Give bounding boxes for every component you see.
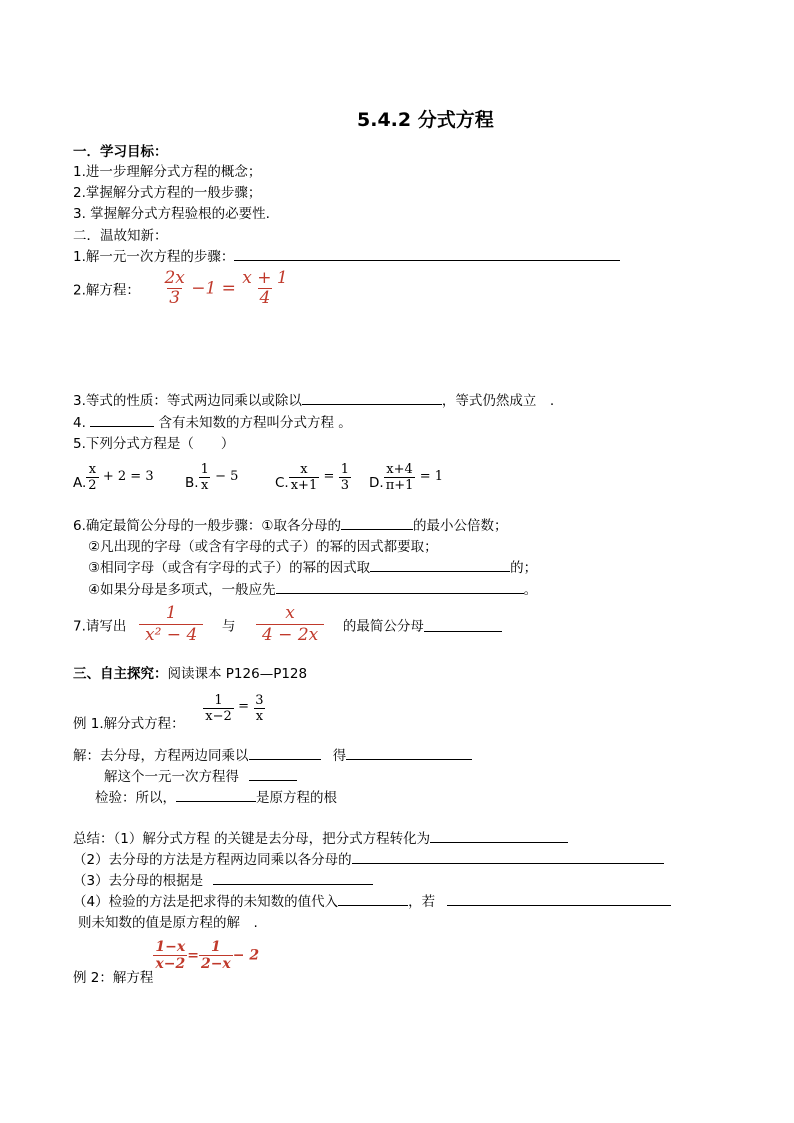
answer-blank[interactable] — [338, 891, 408, 906]
option-b-label: B. — [185, 475, 199, 491]
question-6-step-3 — [88, 556, 537, 576]
question-6-step-2: ②凡出现的字母（或含有字母的式子）的幂的因式都要取； — [88, 539, 438, 555]
answer-blank[interactable] — [234, 246, 620, 261]
question-3 — [73, 389, 554, 409]
example-2 — [73, 939, 260, 986]
equation-fraction: $\frac{x + 1}{4}$ — [242, 268, 288, 308]
summary-3 — [73, 869, 373, 889]
solution-line-1 — [73, 744, 472, 764]
question-2-label: 2.解方程： — [73, 282, 140, 299]
question-6-text: 6.确定最简公分母的一般步骤：①取各分母的 — [73, 518, 341, 534]
question-6-step-3-end: 的； — [510, 560, 538, 576]
summary-text: （2）去分母的方法是方程两边同乘以各分母的 — [73, 852, 352, 868]
objective-item: 1.进一步理解分式方程的概念； — [73, 164, 262, 180]
page-title: 5.4.2 分式方程 — [357, 109, 494, 131]
option-expression: − 5 — [215, 469, 239, 484]
question-1 — [73, 245, 620, 265]
question-6 — [73, 514, 507, 534]
summary-2 — [73, 848, 664, 868]
answer-blank[interactable] — [430, 828, 568, 843]
answer-blank[interactable] — [302, 390, 442, 405]
answer-blank[interactable] — [341, 515, 413, 530]
question-4 — [73, 411, 352, 431]
equation-fraction: $\frac{3}{x}$ — [255, 693, 264, 724]
answer-blank[interactable] — [276, 579, 524, 594]
option-expression: = — [323, 469, 335, 484]
answer-blank[interactable] — [249, 766, 297, 781]
section-heading-explore-title: 三、自主探究： — [73, 666, 168, 682]
example-1-label: 例 1.解分式方程： — [73, 716, 185, 732]
solution-text: 得 — [332, 748, 347, 764]
objective-item: 3. 掌握解分式方程验根的必要性. — [73, 206, 270, 222]
answer-blank[interactable] — [249, 745, 321, 760]
question-7 — [73, 605, 502, 644]
answer-blank[interactable] — [352, 849, 664, 864]
option-d — [369, 463, 443, 492]
answer-blank[interactable] — [447, 891, 671, 906]
example-2-label: 例 2：解方程 — [73, 969, 154, 986]
answer-blank[interactable] — [176, 787, 256, 802]
fraction-2: $\frac{x}{4 - 2x}$ — [256, 605, 324, 644]
question-5: 5.下列分式方程是（ ） — [73, 436, 235, 452]
summary-text: ，若 — [408, 894, 436, 910]
answer-blank[interactable] — [370, 557, 510, 572]
objective-item: 2.掌握解分式方程的一般步骤； — [73, 185, 262, 201]
answer-blank[interactable] — [424, 617, 502, 632]
fraction-1: $\frac{1}{\text{x² − 4}}$ — [139, 605, 203, 644]
solution-text: 是原方程的根 — [256, 790, 337, 806]
question-6-step-4-text: ④如果分母是多项式，一般应先 — [88, 582, 276, 598]
summary-4 — [73, 890, 671, 910]
answer-blank[interactable] — [346, 745, 472, 760]
question-2 — [73, 270, 290, 307]
question-6-step-3-text: ③相同字母（或含有字母的式子）的幂的因式取 — [88, 560, 371, 576]
equation-operator: = — [238, 699, 249, 714]
solution-text: 检验：所以， — [95, 790, 176, 806]
example-1 — [73, 693, 266, 732]
option-d-label: D. — [369, 475, 384, 491]
equation-fraction: $\frac{2x}{3}$ — [164, 268, 185, 308]
section-heading-review: 二．温故知新： — [73, 228, 168, 244]
question-3-text-end: ，等式仍然成立 . — [441, 393, 555, 409]
summary-1 — [73, 827, 568, 847]
solution-text: 解这个一元一次方程得 — [104, 769, 239, 785]
solution-line-2 — [104, 765, 297, 785]
question-7-text: 7.请写出 — [73, 618, 127, 635]
summary-text: （4）检验的方法是把求得的未知数的值代入 — [73, 894, 339, 910]
question-6-step-4-end: 。 — [523, 582, 538, 598]
summary-4-cont: 则未知数的值是原方程的解 . — [78, 915, 258, 931]
solution-text: 解：去分母，方程两边同乘以 — [73, 748, 249, 764]
option-fraction: $\frac{1}{x}$ — [200, 462, 209, 493]
equation-fraction: $\frac{1}{x-2}$ — [205, 693, 232, 724]
equation-fraction: $\frac{1}{2-x}$ — [200, 939, 231, 972]
answer-blank[interactable] — [90, 412, 154, 427]
question-1-text: 1.解一元一次方程的步骤： — [73, 249, 235, 265]
question-7-connector: 与 — [221, 618, 236, 635]
option-a — [73, 463, 154, 492]
option-b — [185, 463, 238, 492]
option-expression: + 2 = 3 — [102, 469, 154, 484]
solution-line-3 — [95, 786, 337, 806]
summary-text: （3）去分母的根据是 — [73, 873, 204, 889]
summary-text: 总结：（1）解分式方程 的关键是去分母，把分式方程转化为 — [73, 831, 431, 847]
option-fraction: $\frac{x+4}{\pi+1}$ — [385, 462, 414, 493]
option-fraction: $\frac{x}{x+1}$ — [290, 462, 318, 493]
option-c-label: C. — [275, 475, 289, 491]
section-heading-objectives: 一．学习目标： — [73, 144, 168, 160]
answer-blank[interactable] — [213, 870, 373, 885]
option-fraction: $\frac{1}{3}$ — [340, 462, 349, 493]
question-3-text: 3.等式的性质：等式两边同乘以或除以 — [73, 393, 302, 409]
question-6-text-end: 的最小公倍数； — [412, 518, 508, 534]
option-a-label: A. — [73, 475, 87, 491]
question-6-step-4 — [88, 578, 537, 598]
equation-operator: − 2 — [232, 947, 260, 964]
equation-fraction: $\frac{1-x}{x-2}$ — [155, 939, 186, 972]
question-4-text: 含有未知数的方程叫分式方程 。 — [158, 415, 352, 431]
question-7-text-end: 的最简公分母 — [342, 618, 424, 635]
equation-operator: = — [187, 947, 199, 964]
equation-operator: −1 = — [191, 278, 236, 299]
option-fraction: $\frac{x}{2}$ — [88, 462, 97, 493]
section-heading-explore-rest: 阅读课本 P126—P128 — [167, 666, 308, 682]
option-expression: = 1 — [419, 469, 443, 484]
question-4-number: 4. — [73, 415, 86, 431]
section-heading-explore — [73, 662, 307, 682]
option-c — [275, 463, 351, 492]
